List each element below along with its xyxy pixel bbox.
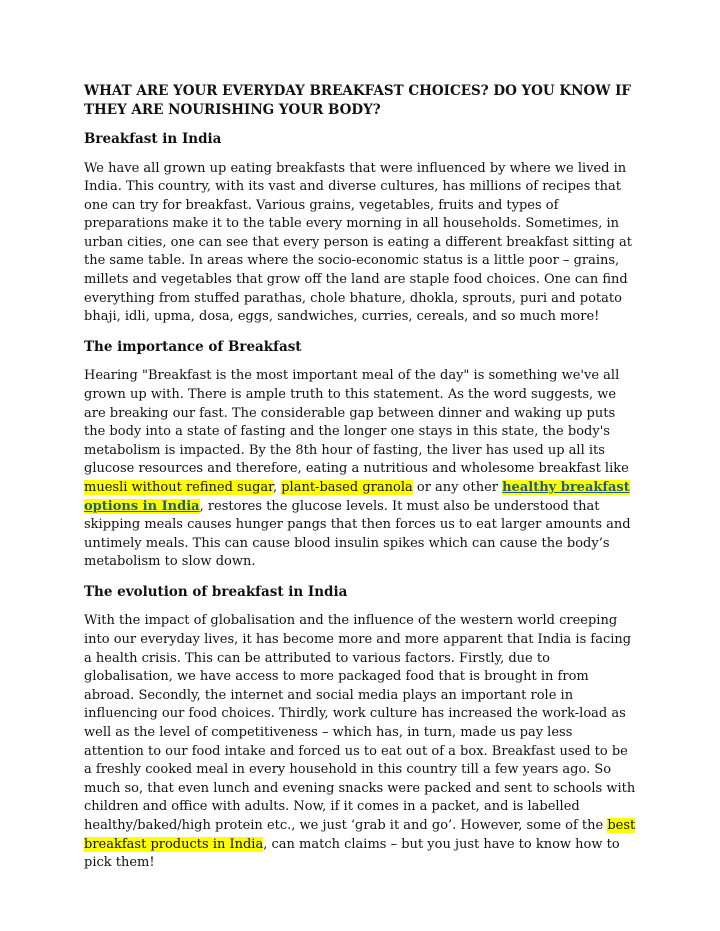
paragraph-text: , can match claims – but you just have to know how to pick them! [84,836,620,871]
section-heading-evolution: The evolution of breakfast in India [84,583,348,600]
document-title: WHAT ARE YOUR EVERYDAY BREAKFAST CHOICES? DO YOU KNOW IF THEY ARE NOURISHING YOUR BODY? [84,83,632,118]
section-heading-breakfast-in-india: Breakfast in India [84,131,222,147]
document-page [84,82,636,884]
section-heading-importance: The importance of Breakfast [84,338,302,355]
section-paragraph-evolution [84,612,636,872]
highlight-granola: plant-based granola [281,479,413,495]
section-paragraph-importance [84,367,636,572]
highlight-best-breakfast-products: best breakfast products in India [84,817,636,852]
paragraph-text: , restores the glucose levels. It must also be understood that skipping meals causes hunger pangs that then forces us to eat larger amounts and untimely meals. This can cause blood insulin spikes which can cause the body’s metabolism to slow down. [84,498,631,570]
healthy-breakfast-link[interactable]: healthy breakfast options in India [84,479,630,514]
paragraph-text: , [272,479,282,495]
highlight-muesli: muesli without refined sugar [84,479,273,495]
paragraph-text: Hearing "Breakfast is the most important meal of the day" is something we've all grown up with. There is ample truth to this statement. As the word suggests, we are breaking our fast. The considerable gap between dinner and waking up puts the body into a state of fasting and the longer one stays in this state, the body's metabolism is impacted. By the 8th hour of fasting, the liver has used up all its glucose resources and therefore, eating a nutritious and wholesome breakfast like [84,368,629,477]
paragraph-text: or any other [412,479,503,495]
section-paragraph-breakfast-in-india: We have all grown up eating breakfasts that were influenced by where we lived in India. This country, with its vast and diverse cultures, has millions of recipes that one can try for breakfast. Various grains, vegetables, fruits and types of preparations make it to the table every morning in all households. Sometimes, in urban cities, one can see that every person is eating a different breakfast sitting at the same table. In areas where the socio-economic status is a little poor – grains, millets and vegetables that grow off the land are staple food choices. One can find everything from stuffed parathas, chole bhature, dhokla, sprouts, puri and potato bhaji, idli, upma, dosa, eggs, sandwiches, curries, cereals, and so much more! [84,160,632,325]
paragraph-text: With the impact of globalisation and the influence of the western world creeping into our everyday lives, it has become more and more apparent that India is facing a health crisis. This can be attributed to various factors. Firstly, due to globalisation, we have access to more packaged food that is brought in from abroad. Secondly, the internet and social media plays an important role in influencing our food choices. Thirdly, work culture has increased the work-load as well as the level of competitiveness – which has, in turn, made us pay less attention to our food intake and forced us to eat out of a box. Breakfast used to be a freshly cooked meal in every household in this country till a few years ago. So much so, that even lunch and evening snacks were packed and sent to schools with children and office with adults. Now, if it comes in a packet, and is labelled healthy/baked/high protein etc., we just ‘grab it and go’. However, some of the [84,613,636,833]
